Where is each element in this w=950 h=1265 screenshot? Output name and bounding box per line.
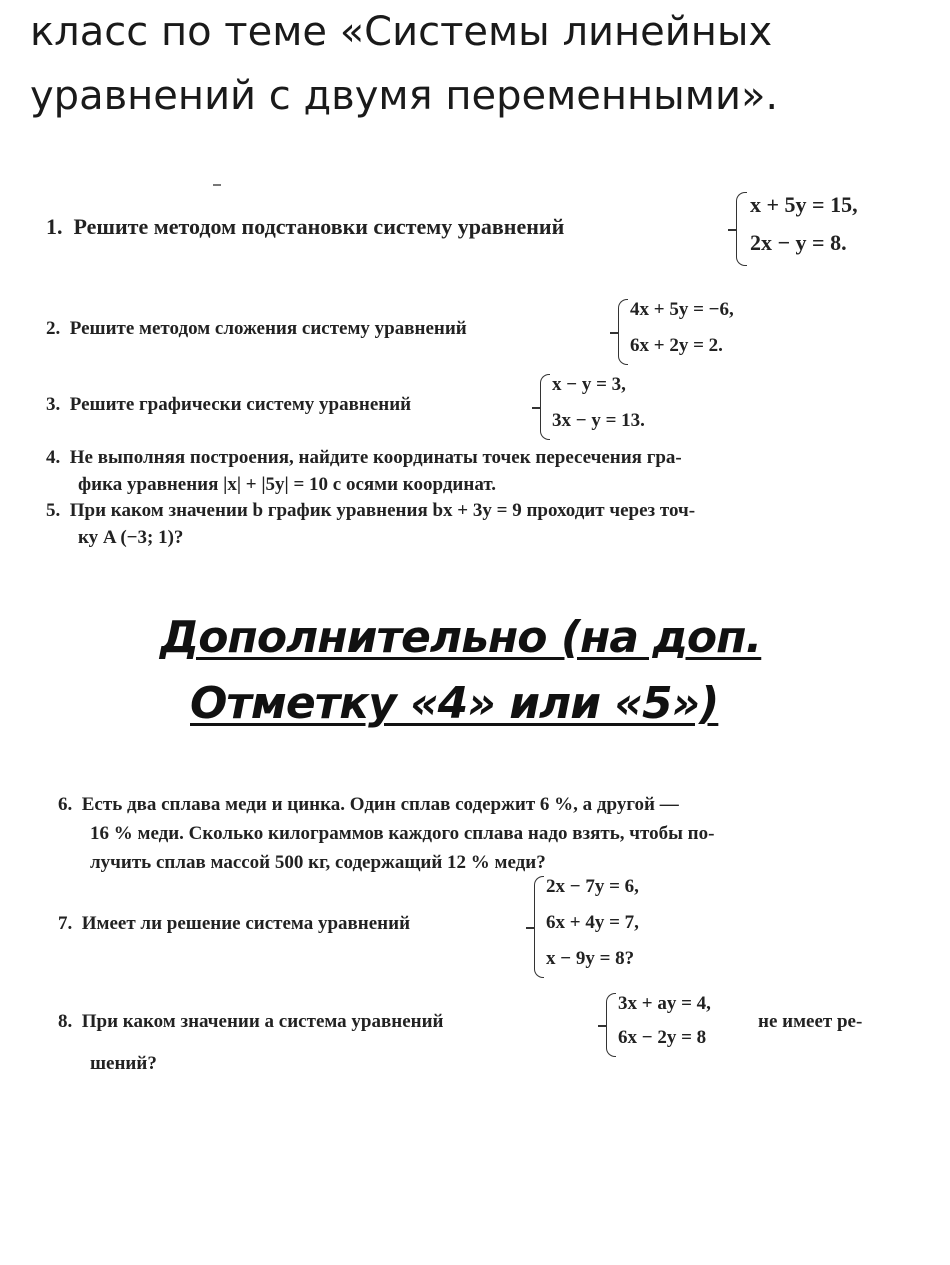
problem-text-line: лучить сплав массой 500 кг, содержащий 12 % меди? (90, 852, 546, 873)
equation: 2x − 7y = 6, (546, 876, 639, 897)
problem-2 (46, 318, 467, 340)
brace-icon (736, 192, 747, 266)
problem-number: 7. (58, 913, 73, 934)
problem-text-line: ку A (−3; 1)? (78, 527, 184, 548)
problem-number: 3. (46, 394, 61, 415)
equation: x − 9y = 8? (546, 948, 635, 969)
equation: x + 5y = 15, (750, 192, 858, 217)
equation: 3x − y = 13. (552, 410, 645, 431)
problem-4 (46, 444, 682, 498)
problem-text: Решите методом сложения систему уравнений (69, 318, 467, 339)
problem-3 (46, 394, 411, 416)
problem-text-line: Не выполняя построения, найдите координаты точек пересечения гра- (69, 447, 682, 468)
title-line-1: класс по теме «Системы линейных (30, 9, 773, 55)
problem-text-line: 16 % меди. Сколько килограммов каждого сплава надо взять, чтобы по- (90, 823, 715, 844)
equation: 6x + 4y = 7, (546, 912, 639, 933)
equation: x − y = 3, (552, 374, 626, 395)
problem-text-line: Есть два сплава меди и цинка. Один сплав содержит 6 %, а другой — (81, 794, 679, 815)
extra-heading-line-2: Отметку «4» или «5») (190, 678, 719, 729)
problem-text: Имеет ли решение система уравнений (81, 913, 411, 934)
problem-1 (46, 214, 564, 240)
brace-icon (540, 374, 550, 440)
title-line-2: уравнений с двумя переменными». (30, 73, 779, 119)
extra-heading-line-1: Дополнительно (на доп. (160, 612, 762, 663)
page-title (30, 0, 930, 128)
equation: 6x + 2y = 2. (630, 335, 723, 356)
problem-number: 1. (46, 214, 63, 239)
problem-number: 2. (46, 318, 61, 339)
problem-number: 8. (58, 1011, 73, 1032)
stray-mark (213, 184, 221, 186)
problem-text: При каком значении a система уравнений (81, 1011, 444, 1032)
equation: 2x − y = 8. (750, 230, 847, 255)
problem-number: 5. (46, 500, 61, 521)
problem-5 (46, 497, 695, 551)
brace-icon (606, 993, 616, 1057)
problem-8-tail: не имеет ре- (758, 1011, 863, 1032)
problem-8-line-2: шений? (90, 1053, 157, 1074)
problem-text: Решите методом подстановки систему уравнений (73, 214, 565, 239)
problem-number: 4. (46, 447, 61, 468)
problem-6 (58, 790, 714, 877)
brace-icon (618, 299, 628, 365)
brace-icon (534, 876, 544, 978)
problem-text: Решите графически систему уравнений (69, 394, 412, 415)
problem-number: 6. (58, 794, 73, 815)
equation: 6x − 2y = 8 (618, 1027, 707, 1048)
problem-8 (58, 1011, 443, 1033)
problem-7 (58, 913, 410, 935)
problem-text-line: При каком значении b график уравнения bx + 3y = 9 проходит через точ- (69, 500, 696, 521)
equation: 3x + ay = 4, (618, 993, 711, 1014)
equation: 4x + 5y = −6, (630, 299, 734, 320)
problem-text-line: фика уравнения |x| + |5y| = 10 с осями координат. (78, 474, 496, 495)
